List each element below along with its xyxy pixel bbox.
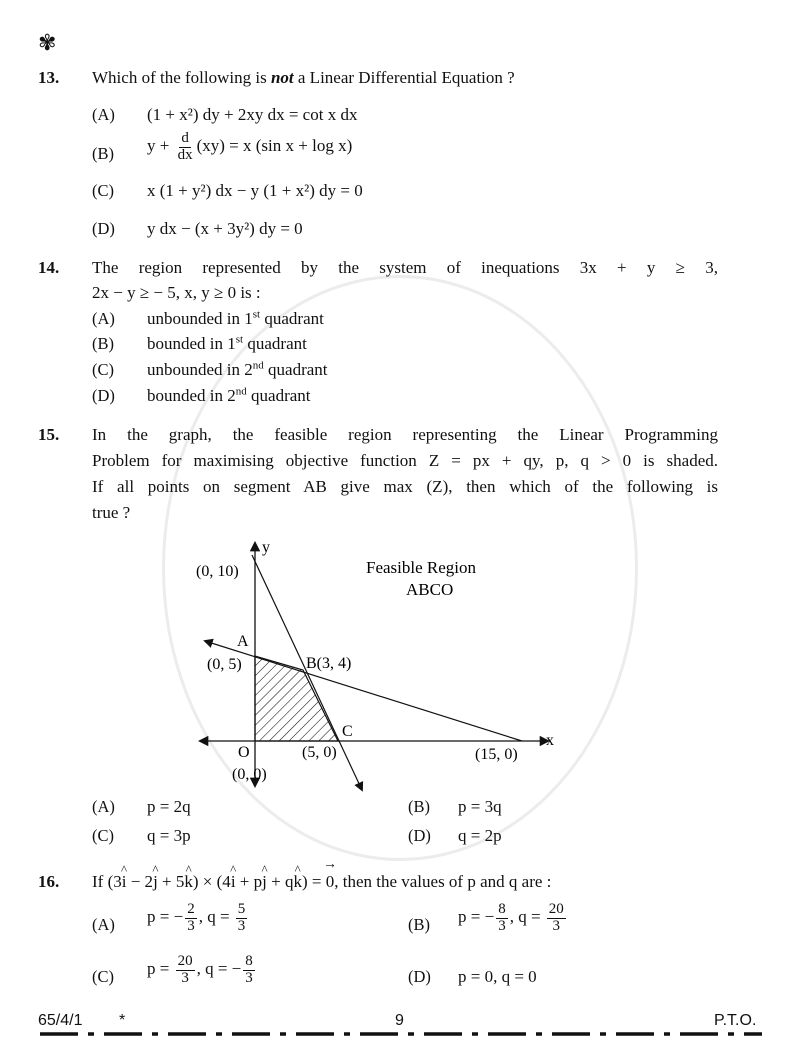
option-text-part: p =: [147, 959, 174, 979]
x-axis-label: x: [546, 732, 554, 749]
option-text: q = 2p: [458, 826, 502, 845]
option-label: (C): [92, 826, 114, 845]
option-text-part: p = −: [147, 907, 184, 927]
ordinal-superscript: nd: [235, 385, 247, 398]
fraction-denominator: 3: [552, 917, 561, 934]
footer-dash-rule: [0, 1028, 800, 1040]
option-text-part: bounded in 1: [147, 334, 236, 353]
unit-vector-k: ^ k: [184, 872, 193, 892]
fraction-denominator: 3: [245, 969, 253, 986]
footer-star: *: [119, 1012, 126, 1029]
ordinal-superscript: st: [252, 308, 261, 321]
fraction-denominator: 3: [187, 917, 195, 934]
unit-vector-j: ^ j: [153, 872, 158, 892]
point-label-C: C: [342, 723, 353, 740]
question-number: 15.: [38, 425, 60, 444]
option-text-part: , q =: [509, 907, 545, 927]
question-text-part: + 5: [157, 872, 185, 891]
option-text-part: bounded in 2: [147, 386, 236, 405]
question-number: 16.: [38, 872, 60, 891]
option-label: (C): [92, 360, 114, 379]
question-text-line: true ?: [92, 503, 131, 522]
point-label-B: B(3, 4): [306, 655, 352, 672]
option-text-part: p = −: [458, 907, 495, 927]
option-text-part: (xy) = x (sin x + log x): [196, 136, 353, 156]
option-label: (A): [92, 105, 115, 124]
ordinal-superscript: st: [235, 333, 244, 346]
option-text: q = 3p: [147, 826, 191, 845]
y-axis-label: y: [262, 539, 270, 556]
zero-vector: → 0: [326, 872, 335, 892]
question-text-line: Problem for maximising objective function Z = px + qy, p, q > 0 is shaded.: [92, 451, 718, 470]
paper-code: 65/4/1: [38, 1012, 83, 1029]
option-label: (A): [92, 309, 115, 328]
option-text: p = 0, q = 0: [458, 967, 537, 986]
question-text-part: Which of the following is: [92, 68, 271, 87]
question-number: 14.: [38, 258, 60, 277]
fraction: [496, 902, 508, 935]
point-label-15-0: (15, 0): [475, 746, 518, 763]
option-label: (D): [92, 219, 115, 238]
ornament-icon: ✾: [38, 30, 57, 55]
option-text-part: , q =: [198, 907, 234, 927]
fraction: [176, 954, 195, 987]
question-number: 13.: [38, 68, 60, 87]
option-label: (D): [408, 967, 431, 986]
question-text: [92, 872, 551, 892]
fraction: [236, 902, 248, 935]
fraction-denominator: 3: [498, 917, 506, 934]
option-text: [458, 902, 568, 935]
option-text: p = 2q: [147, 797, 191, 816]
question-text-line: 2x − y ≥ − 5, x, y ≥ 0 is :: [92, 283, 261, 302]
option-text-part: quadrant: [263, 360, 328, 379]
fraction-numerator: 20: [548, 901, 564, 917]
fraction-numerator: 8: [245, 953, 253, 969]
fraction-denominator: 3: [181, 969, 189, 986]
option-label: (C): [92, 181, 114, 200]
question-text-part: If (3: [92, 872, 122, 891]
question-text-part: ) =: [301, 872, 326, 891]
pto-label: P.T.O.: [714, 1012, 757, 1029]
unit-vector-i: ^ i: [231, 872, 236, 892]
question-text-part: , then the values of p and q are :: [334, 872, 552, 891]
fraction: [185, 902, 197, 935]
fraction: [243, 954, 255, 987]
fraction: [547, 902, 566, 935]
fraction-numerator: 2: [187, 901, 195, 917]
option-text-part: , q = −: [196, 959, 242, 979]
option-text-part: unbounded in 2: [147, 360, 253, 379]
option-text-part: y +: [147, 136, 174, 156]
point-label-0-5: (0, 5): [207, 656, 242, 673]
option-text-part: quadrant: [246, 386, 311, 405]
option-label: (A): [92, 797, 115, 816]
fraction-numerator: 8: [498, 901, 506, 917]
option-label: (B): [92, 144, 114, 163]
point-label-5-0: (5, 0): [302, 744, 337, 761]
graph-title-line2: ABCO: [406, 580, 454, 599]
fraction-denominator: 3: [237, 917, 246, 934]
point-label-0-10: (0, 10): [196, 563, 239, 580]
page-number: 9: [395, 1012, 404, 1029]
option-text-part: unbounded in 1: [147, 309, 253, 328]
question-text-line: If all points on segment AB give max (Z), then which of the following is: [92, 477, 718, 496]
fraction-numerator: d: [181, 130, 189, 146]
question-text-part: + p: [235, 872, 263, 891]
line-through-0-5-and-15-0: [205, 641, 522, 741]
ordinal-superscript: nd: [252, 359, 264, 372]
option-text-part: quadrant: [260, 309, 324, 328]
question-text-line: The region represented by the system of inequations 3x + y ≥ 3,: [92, 258, 718, 277]
fraction-denominator: dx: [177, 146, 193, 163]
option-text: [147, 902, 249, 935]
option-text: (1 + x²) dy + 2xy dx = cot x dx: [147, 105, 358, 124]
option-label: (D): [408, 826, 431, 845]
fraction-numerator: 5: [237, 901, 246, 917]
graph-title-line1: Feasible Region: [366, 558, 477, 577]
question-text-emphasis: not: [270, 68, 294, 87]
option-label: (C): [92, 967, 114, 986]
unit-vector-k: ^ k: [293, 872, 302, 892]
option-label: (D): [92, 386, 115, 405]
question-text-line: In the graph, the feasible region representing the Linear Programming: [92, 425, 718, 444]
option-label: (A): [92, 915, 115, 934]
option-label: (B): [408, 915, 430, 934]
option-text: p = 3q: [458, 797, 502, 816]
option-label: (B): [92, 334, 114, 353]
question-text-part: + q: [266, 872, 294, 891]
unit-vector-i: ^ i: [122, 872, 127, 892]
option-text: [147, 954, 257, 987]
point-label-A: A: [237, 633, 249, 650]
option-text: y dx − (x + 3y²) dy = 0: [147, 219, 303, 238]
fraction-numerator: 20: [177, 953, 193, 969]
option-text-part: quadrant: [243, 334, 307, 353]
point-label-0-0: (0, 0): [232, 766, 267, 783]
point-label-O: O: [238, 744, 250, 761]
unit-vector-j: ^ j: [262, 872, 267, 892]
option-label: (B): [408, 797, 430, 816]
question-text-part: a Linear Differential Equation ?: [293, 68, 515, 87]
option-text: x (1 + y²) dx − y (1 + x²) dy = 0: [147, 181, 363, 200]
question-text-part: − 2: [126, 872, 154, 891]
question-text-part: ) × (4: [192, 872, 231, 891]
